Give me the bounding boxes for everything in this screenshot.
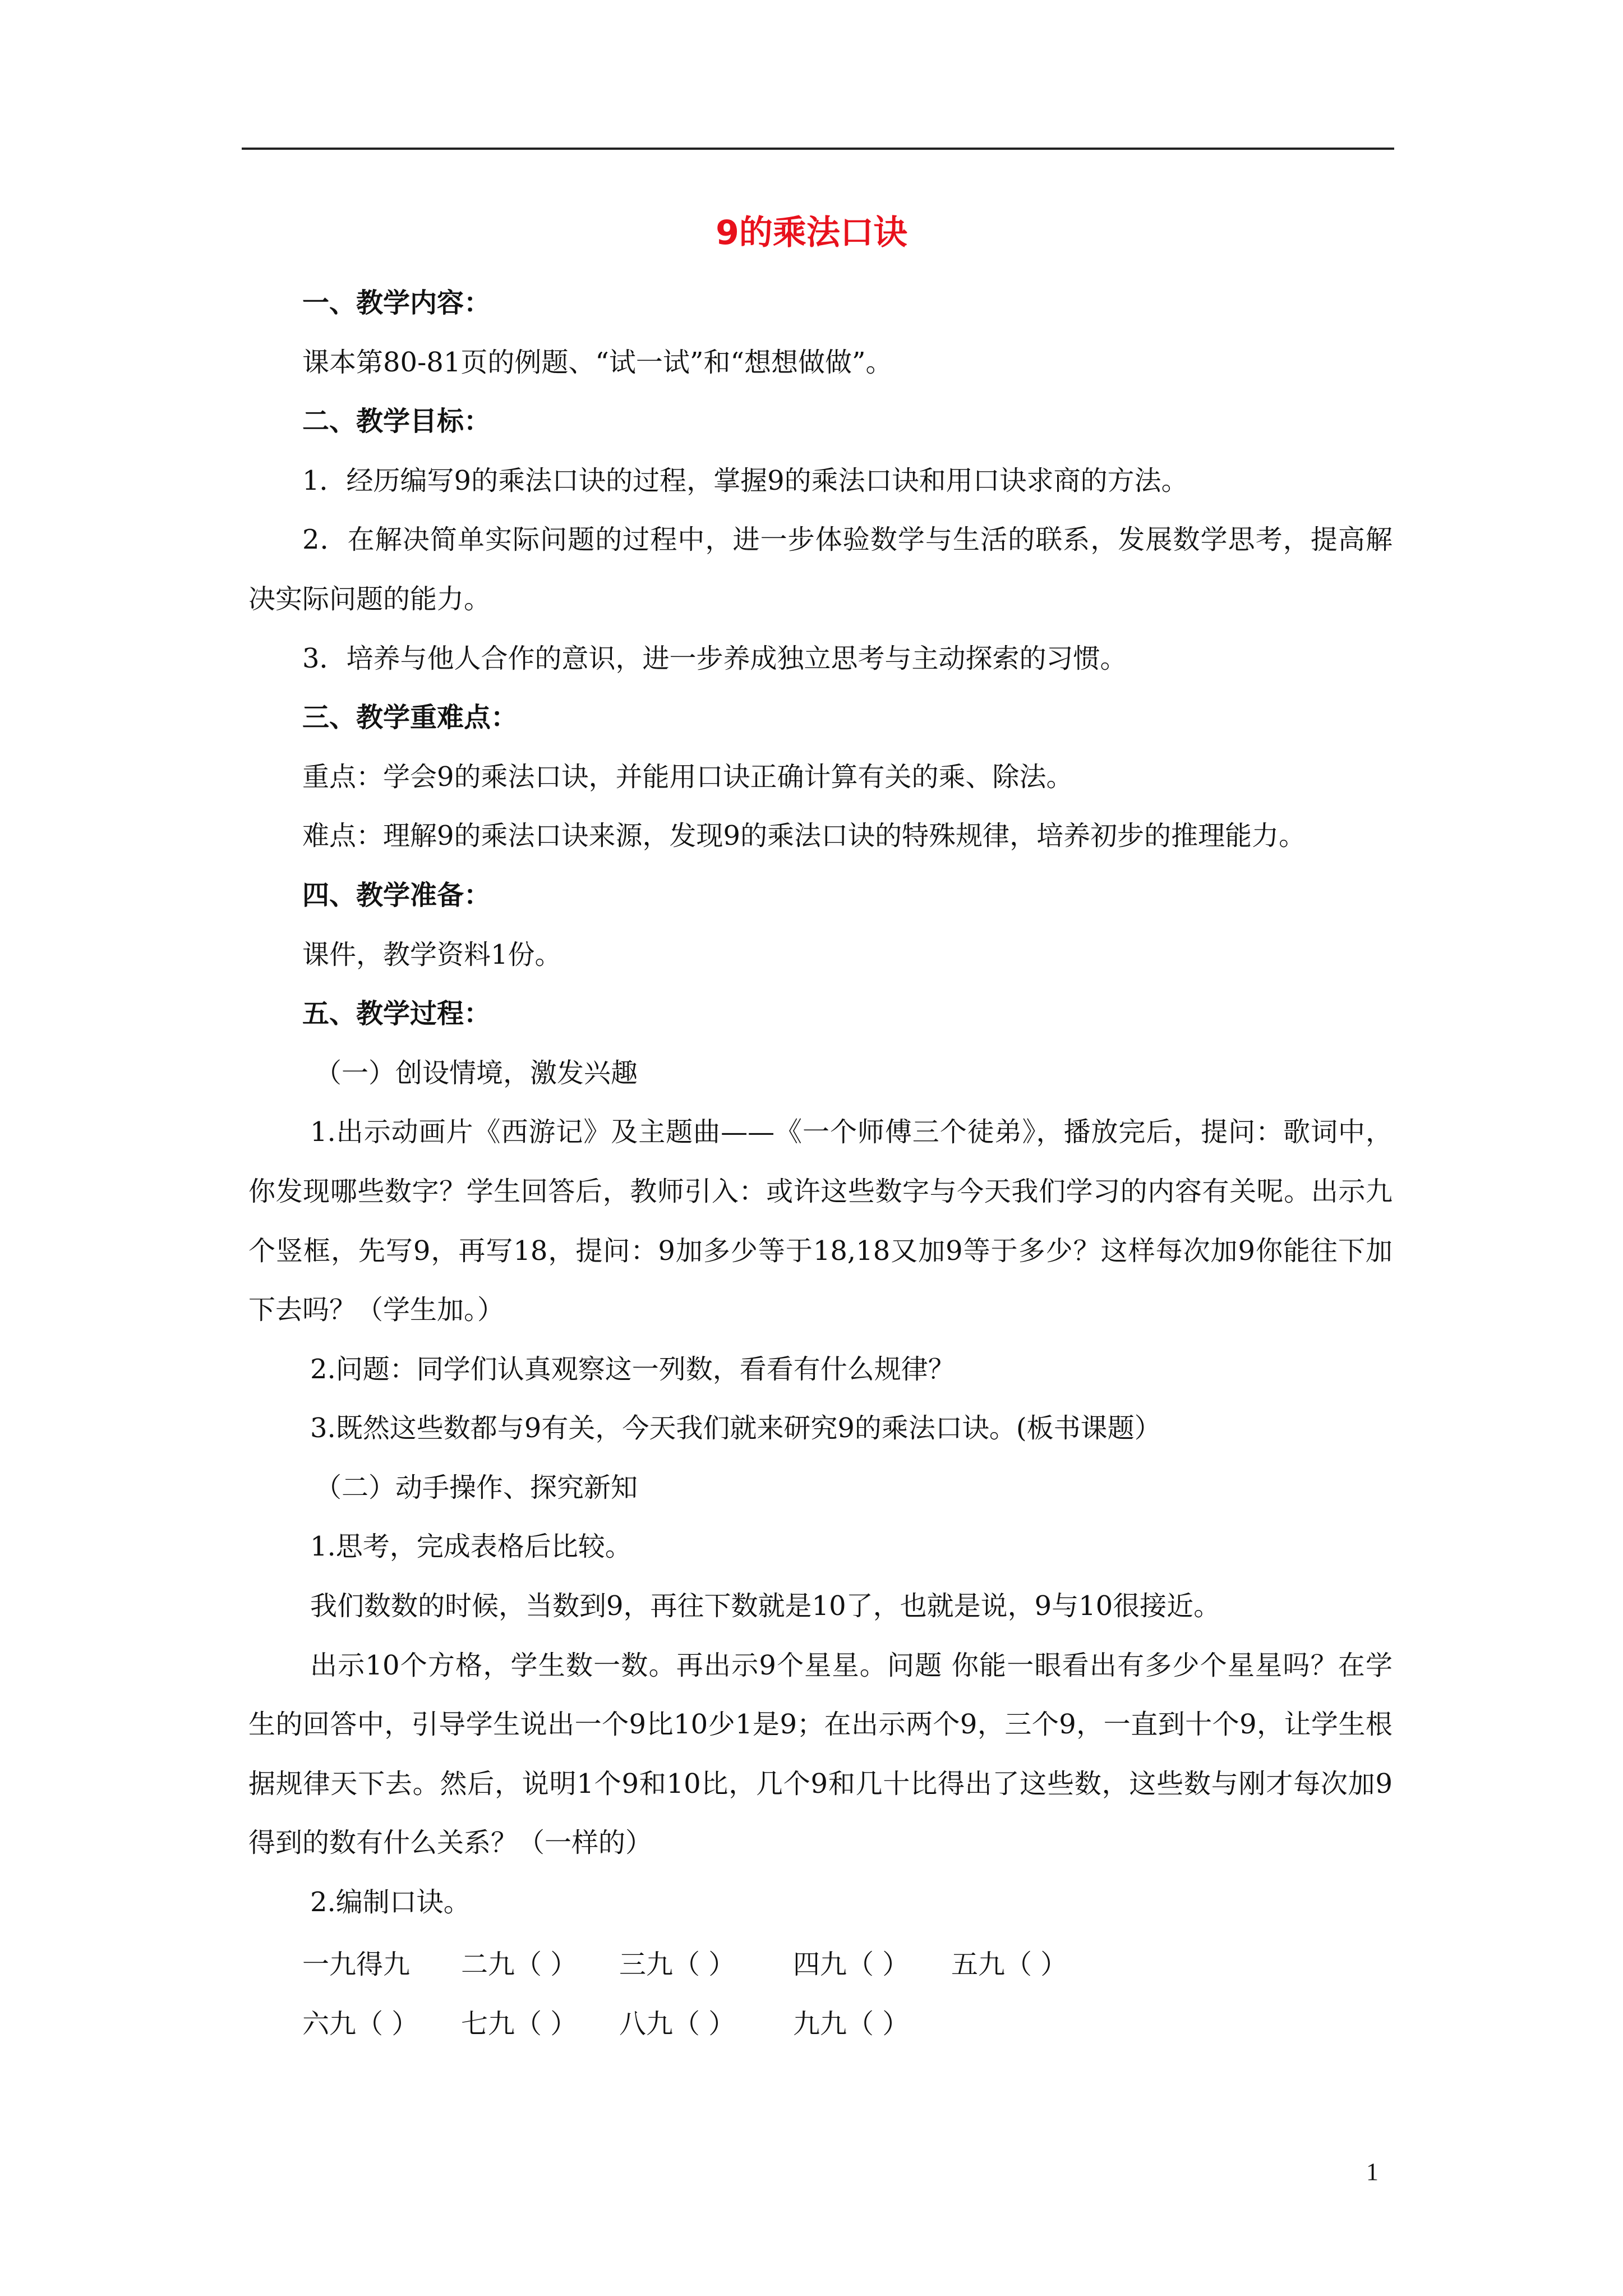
step-1-paragraph-3: 3.既然这些数都与9有关，今天我们就来研究9的乘法口诀。(板书课题） [310,1412,1161,1444]
mnemonic-item: 七九（ ） [461,2008,578,2040]
step-1-paragraph-1: 1.出示动画片《西游记》及主题曲——《一个师傅三个徒弟》，播放完后，提问：歌词中，你发现哪些数字？学生回答后，教师引入：或许这些数字与今天我们学习的内容有关呢。出示九个竖框，先写9，再写18，提问：9加多少等于18,18又加9等于多少？这样每次加9你能往下加下去吗？（学生加。） [248,1116,1393,1326]
mnemonic-item: 三九（ ） [619,1948,736,1980]
mnemonic-item: 九九（ ） [793,2008,910,2040]
goal-2: 2．在解决简单实际问题的过程中，进一步体验数学与生活的联系，发展数学思考，提高解决实际问题的能力。 [248,524,1393,615]
mnemonic-item: 二九（ ） [461,1948,578,1980]
difficulty: 难点：理解9的乘法口诀来源，发现9的乘法口诀的特殊规律，培养初步的推理能力。 [302,820,1306,852]
mnemonic-row-1 [248,1932,1393,1992]
mnemonic-item: 五九（ ） [951,1948,1068,1980]
mnemonic-item: 八九（ ） [619,2008,736,2040]
content-text: 课本第80-81页的例题、“试一试”和“想想做做”。 [302,346,893,378]
section-heading-preparation: 四、教学准备： [302,879,491,911]
mnemonic-item: 四九（ ） [793,1948,910,1980]
document-body [248,274,1393,2051]
preparation-text: 课件，教学资料1份。 [302,938,562,970]
section-heading-process: 五、教学过程： [302,998,491,1030]
step-1-heading: （一）创设情境，激发兴趣 [315,1057,638,1089]
header-rule [242,148,1394,150]
section-heading-content: 一、教学内容： [302,287,491,319]
mnemonic-item: 一九得九 [302,1948,411,1980]
mnemonic-item: 六九（ ） [302,2008,419,2040]
step-2-paragraph-3: 出示10个方格，学生数一数。再出示9个星星。问题 你能一眼看出有多少个星星吗？在学生的回答中，引导学生说出一个9比10少1是9；在出示两个9，三个9，一直到十个9，让学生根据规律天下去。然后，说明1个9和10比，几个9和几十比得出了这些数，这些数与刚才每次加9得到的数有什么关系？（一样的） [248,1649,1393,1859]
step-2-paragraph-2: 我们数数的时候，当数到9，再往下数就是10了，也就是说，9与10很接近。 [310,1590,1221,1622]
section-heading-goals: 二、教学目标： [302,406,491,438]
section-heading-key-points: 三、教学重难点： [302,702,518,734]
document-title: 9的乘法口诀 [716,213,907,252]
step-2-paragraph-4: 2.编制口诀。 [310,1887,471,1918]
page-number: 1 [1366,2158,1378,2185]
goal-1: 1．经历编写9的乘法口诀的过程，掌握9的乘法口诀和用口诀求商的方法。 [302,464,1188,496]
step-1-paragraph-2: 2.问题：同学们认真观察这一列数，看看有什么规律？ [310,1353,955,1385]
step-2-heading: （二）动手操作、探究新知 [315,1471,638,1503]
step-2-paragraph-1: 1.思考，完成表格后比较。 [310,1531,632,1563]
goal-3: 3．培养与他人合作的意识，进一步养成独立思考与主动探索的习惯。 [302,642,1127,674]
key-point: 重点：学会9的乘法口诀，并能用口诀正确计算有关的乘、除法。 [302,761,1073,793]
mnemonic-row-2 [248,1991,1393,2051]
